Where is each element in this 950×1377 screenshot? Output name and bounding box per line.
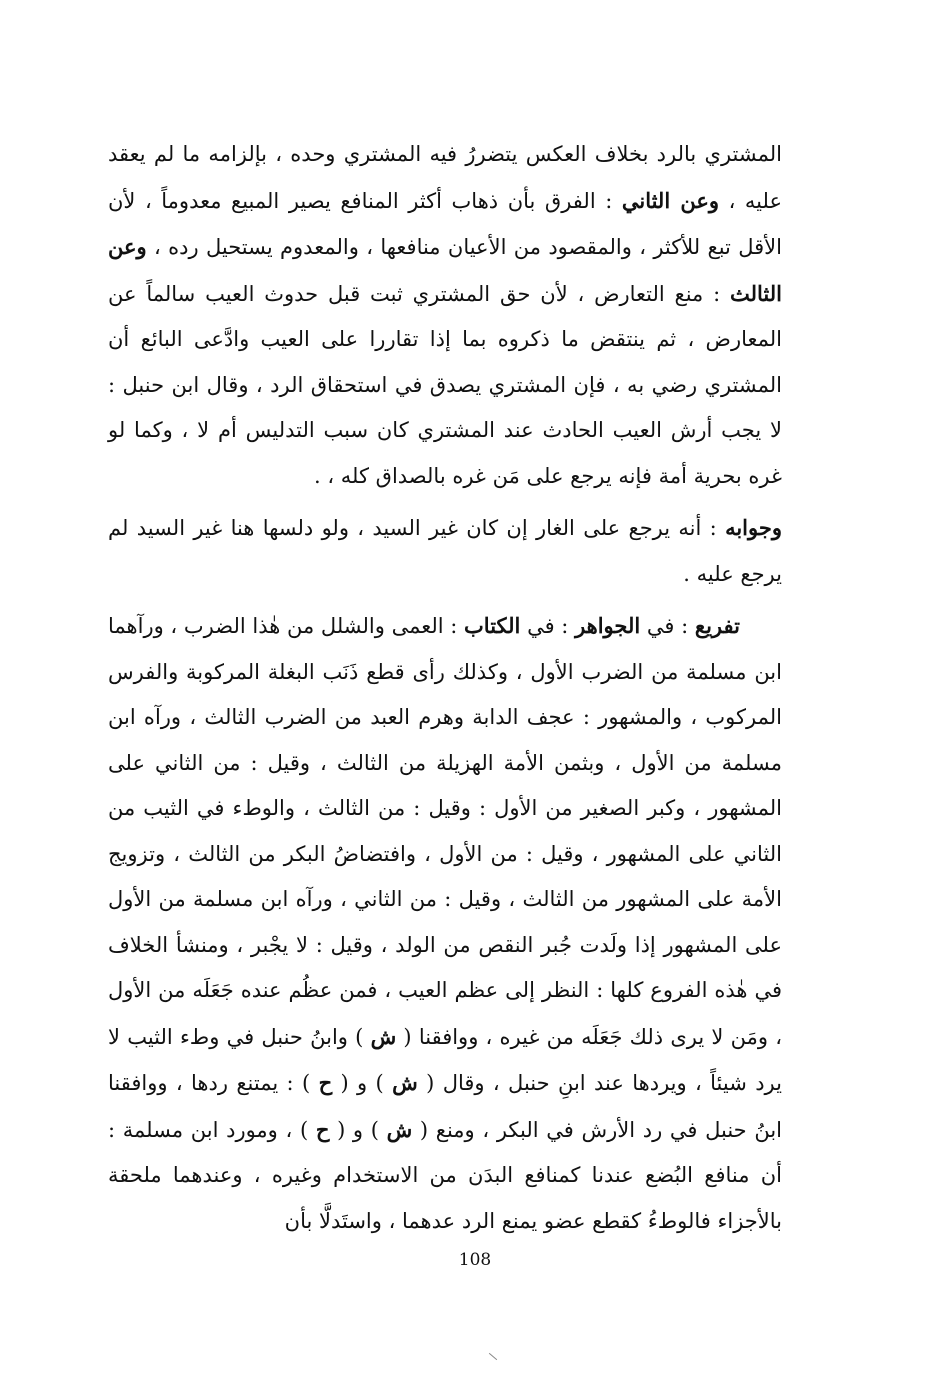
bold-abbrev-run: ش xyxy=(370,1023,397,1049)
paragraph-answer xyxy=(108,505,782,597)
scan-speck xyxy=(489,1353,497,1360)
paragraph-continuation xyxy=(108,132,782,499)
text-run: : العمى والشلل من هٰذا الضرب ، ورآهما ابن مسلمة من الضرب الأول ، وكذلك رأى قطع ذَنَب البغلة المركوبة والفرس المركوب ، والمشهور : عجف الدابة وهرم العبد من الضرب الثالث ، ورآه ابن مسلمة من الأول ، وبثمن الأمة الهزيلة من الثالث ، وقيل : من الثاني على المشهور ، وكبر الصغير من الأول : وقيل : من الثالث ، والوطء في الثيب من الثاني على المشهور ، وقيل : من الأول ، وافتضاضُ البكر من الثالث ، وتزويج الأمة على المشهور من الثالث ، وقيل : من الثاني ، ورآه ابن مسلمة من الأول على المشهور إذا ولَدت جُبر النقص من الولد ، وقيل : لا يجْبر ، ومنشأ الخلاف في هٰذه الفروع كلها : النظر إلى عظم العيب ، فمن عظُم عنده جَعَلَه من الأول ، ومَن لا يرى ذلك جَعَلَه من غيره ، ووافقنا ( xyxy=(108,614,782,1049)
text-run: : في xyxy=(520,614,576,638)
text-run: ) و ( xyxy=(329,1117,387,1142)
bold-heading-run: الكتاب xyxy=(464,613,521,638)
text-run: : في xyxy=(640,614,695,638)
body-text xyxy=(108,132,782,1244)
text-run: : منع التعارض ، لأن حق المشتري ثبت قبل حدوث العيب سالماً عن المعارض ، ثم ينتقض ما ذكروه بما إذا تقاررا على العيب وادَّعى البائع أن المشتري رضي به ، فإن المشتري يصدق في استحقاق الرد ، وقال ابن حنبل : لا يجب أرش العيب الحادث عند المشتري كان سبب التدليس أم لا ، وكما لو غره بحرية أمة فإنه يرجع على مَن غره بالصداق كله ، . xyxy=(108,281,782,488)
paragraph-tafri xyxy=(108,603,782,1244)
bold-heading-run: وعن الثالث xyxy=(108,234,782,306)
text-run: ) : يمتنع ردها ، ووافقنا ابنُ حنبل في رد الأرش في البكر ، ومنع ( xyxy=(108,1071,782,1142)
bold-abbrev-run: ش xyxy=(386,1116,413,1142)
page-number: 108 xyxy=(458,1250,492,1270)
bold-abbrev-run: ش xyxy=(392,1070,418,1095)
text-run: ) و ( xyxy=(332,1071,393,1095)
bold-abbrev-run: ح xyxy=(315,1116,330,1142)
text-run: : أنه يرجع على الغار إن كان غير السيد ، ولو دلسها هنا غير السيد لم يرجع عليه . xyxy=(108,516,782,586)
text-run: المشتري بالرد بخلاف العكس يتضررُ فيه المشتري وحده ، بإلزامه ما لم يعقد عليه ، xyxy=(108,142,782,213)
bold-heading-run: تفريع xyxy=(694,613,740,638)
bold-heading-run: وجوابه xyxy=(725,515,782,540)
bold-heading-run: وعن الثاني xyxy=(621,187,720,213)
text-run: ) وابنُ حنبل في وطء الثيب لا يرد شيئاً ، ويردها عند ابنِ حنبل ، وقال ( xyxy=(108,1024,782,1095)
bold-abbrev-run: ح xyxy=(318,1070,333,1095)
bold-heading-run: الجواهر xyxy=(575,613,641,638)
text-run: : الفرق بأن ذهاب أكثر المنافع يصير المبيع معدوماً ، لأن الأقل تبع للأكثر ، والمقصود من الأعيان منافعها ، والمعدوم يستحيل رده ، xyxy=(108,188,782,259)
text-run: ) ، ومورد ابن مسلمة : أن منافع البُضع عندنا كمنافع البدَن من الاستخدام وغيره ، وعندهما ملحقة بالأجزاء فالوطءُ كقطع عضو يمنع الرد عدهما ، واستَدلَّا بأن xyxy=(108,1117,782,1233)
